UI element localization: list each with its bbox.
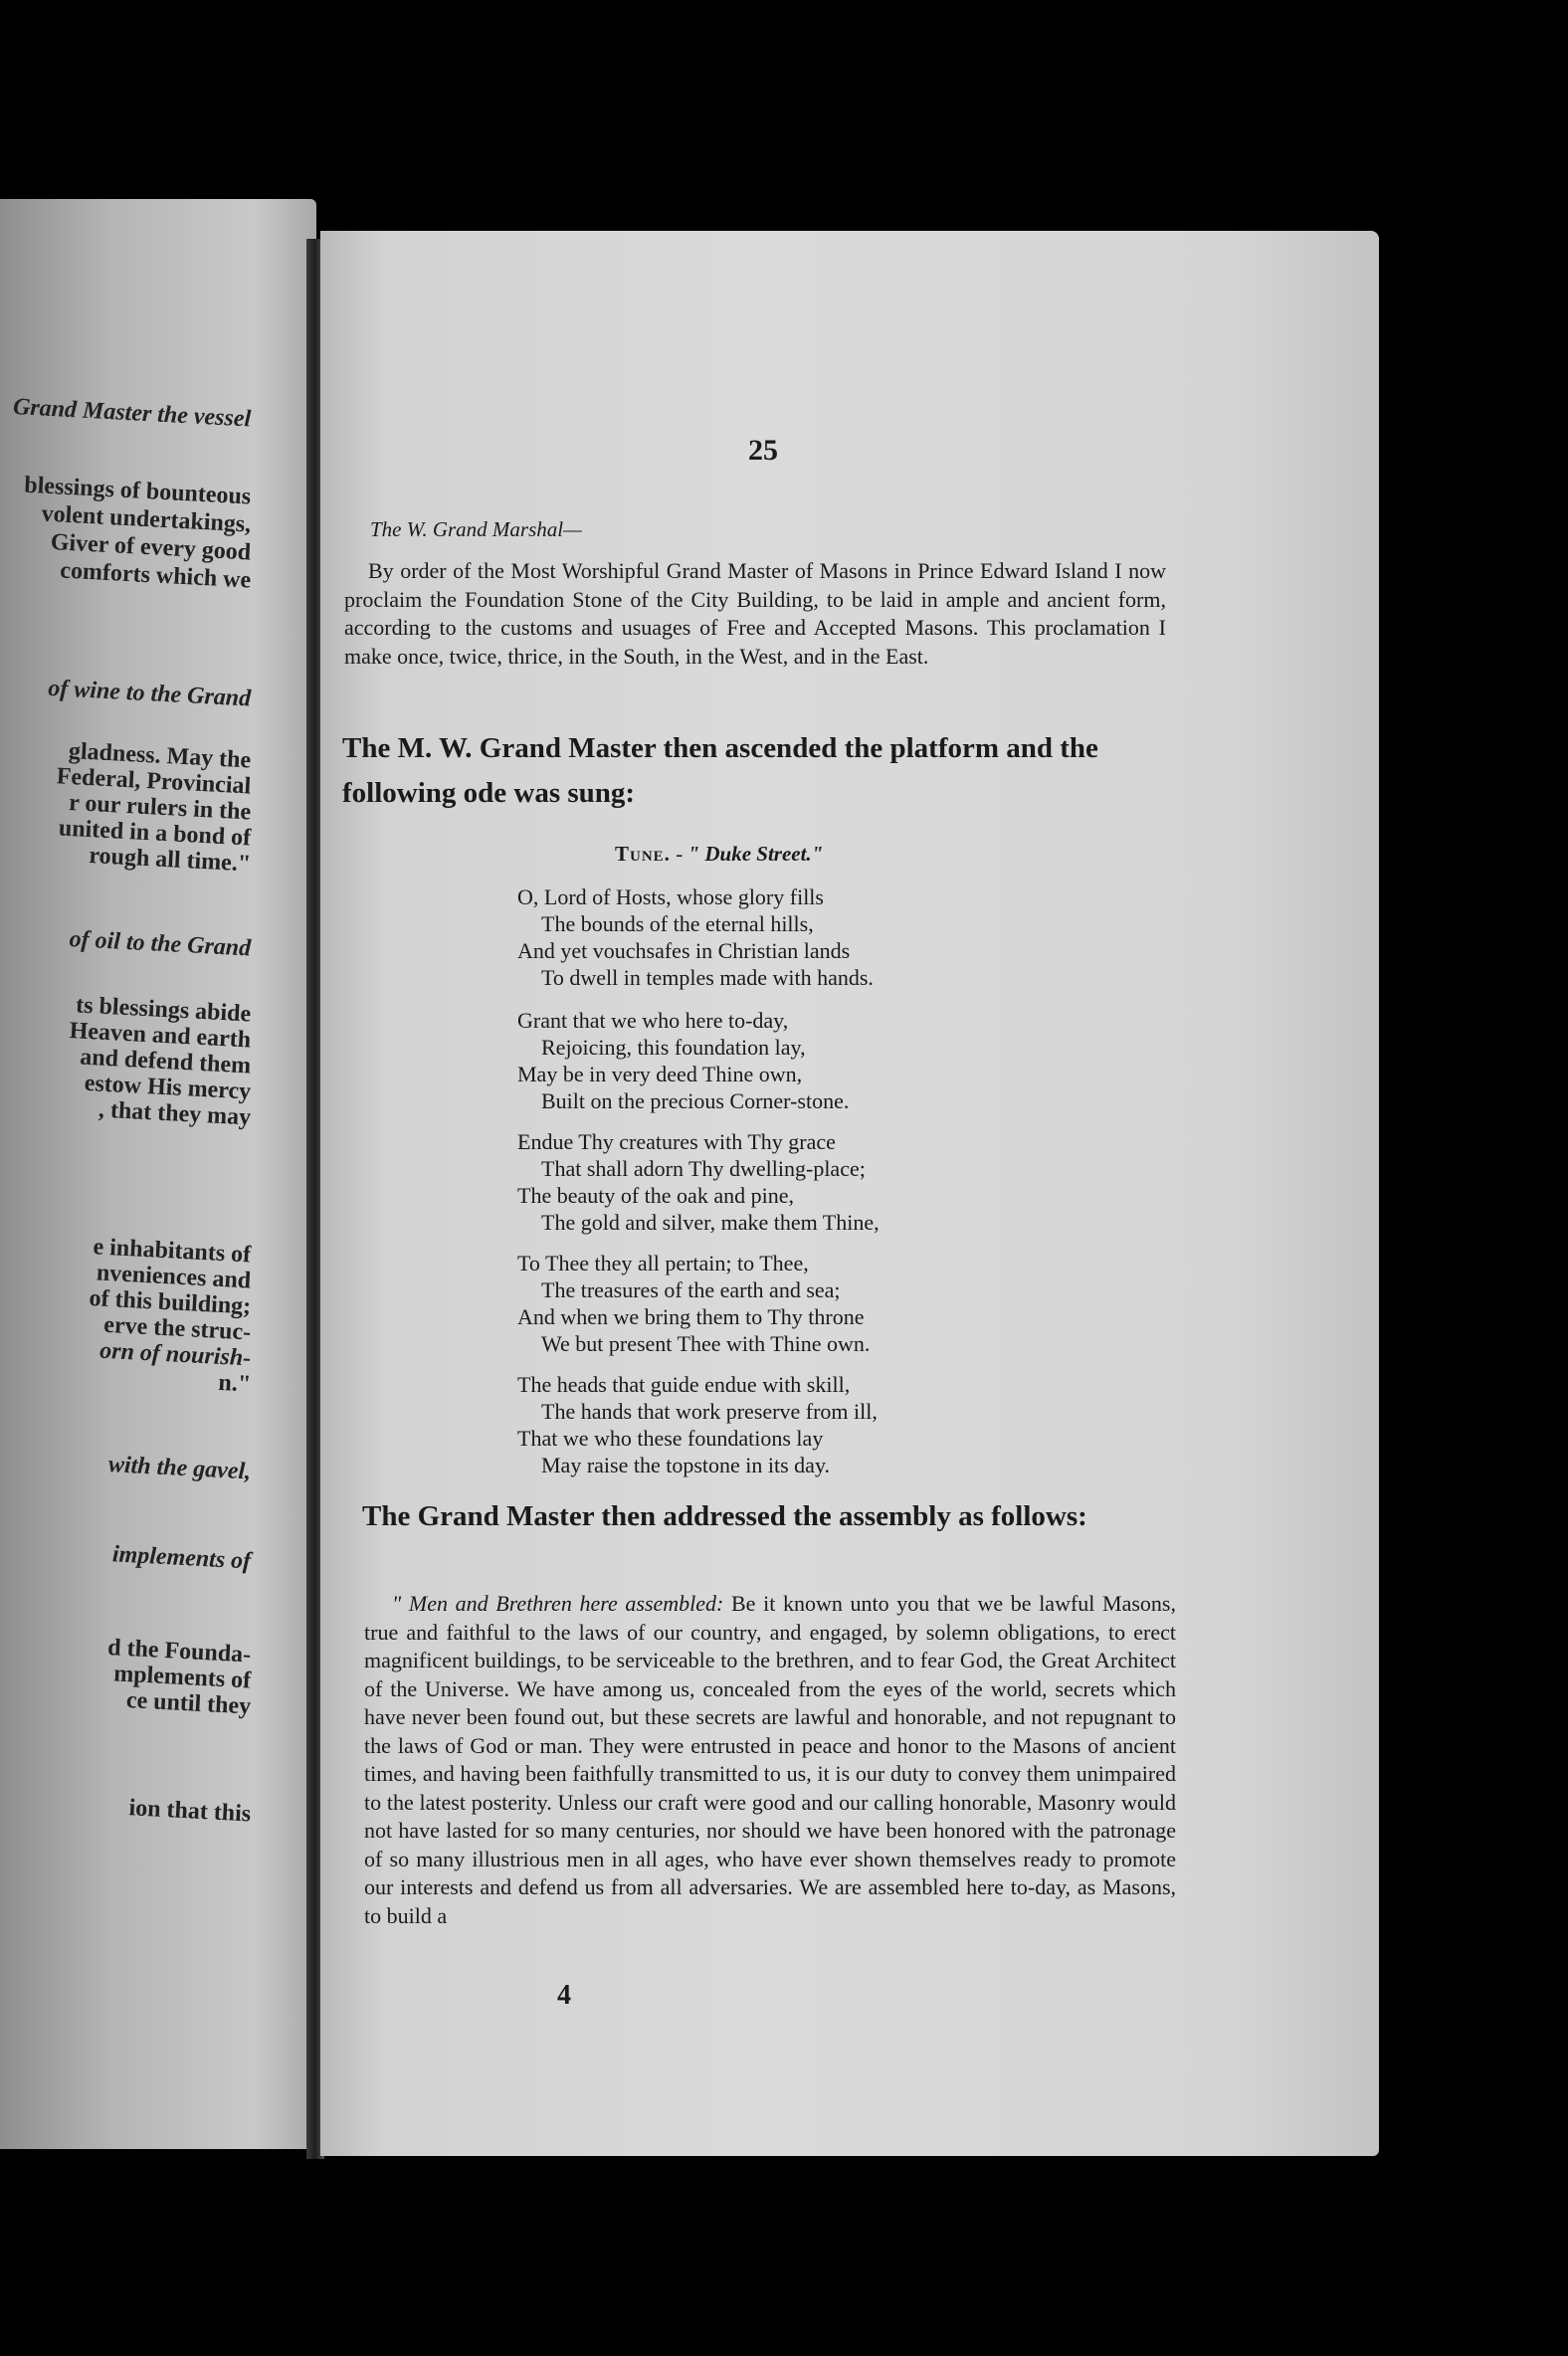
ode-line: The hands that work preserve from ill, bbox=[541, 1399, 878, 1424]
left-fragment-line: and defend them bbox=[79, 1044, 252, 1080]
ode-line: We but present Thee with Thine own. bbox=[541, 1331, 871, 1356]
tune-name: " Duke Street." bbox=[687, 842, 824, 866]
left-fragment-line: erve the struc- bbox=[102, 1311, 252, 1346]
left-fragment-line: united in a bond of bbox=[58, 815, 252, 852]
address-body: Be it known unto you that we be lawful Masons, true and faithful to the laws of our country, and engaged, by solemn obligations, to erect magnificent buildings, to be serviceable to the brethren, and to fear God, the Great Architect of the Universe. We have among us, concealed from the eyes of the world, secrets which have never been found out, but these secrets are lawful and honorable, and not repugnant to the laws of God or man. They were entrusted in peace and honor to the Masons of ancient times, and having been faithfully transmitted to us, it is our duty to convey them unimpaired to the latest posterity. Unless our craft were good and our calling honorable, Masonry would not have lasted for so many centuries, nor should we have been honored with the patronage of so many illustrious men in all ages, who have ever shown themselves ready to promote our interests and defend us from all adversaries. We are assembled here to-day, as Masons, to build a bbox=[364, 1591, 1176, 1928]
ode-line: And yet vouchsafes in Christian lands bbox=[517, 938, 851, 963]
ode-line: To dwell in temples made with hands. bbox=[541, 965, 874, 990]
left-fragment-line: Heaven and earth bbox=[69, 1018, 252, 1054]
address-paragraph bbox=[364, 1590, 1176, 1930]
left-fragment-line: implements of bbox=[111, 1541, 252, 1575]
left-fragment-line: ion that this bbox=[127, 1795, 252, 1828]
left-fragment-line: rough all time." bbox=[88, 843, 252, 878]
ode-stanza-2 bbox=[517, 1007, 849, 1114]
ode-line: Endue Thy creatures with Thy grace bbox=[517, 1129, 836, 1154]
ode-stanza-4 bbox=[517, 1250, 870, 1357]
ode-line: The gold and silver, make them Thine, bbox=[541, 1210, 880, 1235]
left-fragment-line: blessings of bounteous bbox=[23, 472, 252, 510]
left-fragment-line: with the gavel, bbox=[107, 1452, 252, 1485]
left-fragment-line: comforts which we bbox=[59, 557, 252, 594]
left-fragment-line: gladness. May the bbox=[68, 737, 252, 774]
speaker-heading: The W. Grand Marshal— bbox=[370, 517, 582, 541]
ode-stanza-3 bbox=[517, 1128, 880, 1236]
address-intro-heading: The Grand Master then addressed the assembly as follows: bbox=[362, 1500, 1087, 1532]
ode-line: The beauty of the oak and pine, bbox=[517, 1183, 794, 1208]
address-salutation: " Men and Brethren here assembled: bbox=[392, 1591, 724, 1616]
left-fragment-line: mplements of bbox=[112, 1661, 252, 1694]
left-fragment-line: orn of nourish- bbox=[98, 1337, 252, 1372]
ode-line: May be in very deed Thine own, bbox=[517, 1062, 803, 1086]
ode-line: Grant that we who here to-day, bbox=[517, 1008, 789, 1033]
tune-label: Tune. bbox=[615, 842, 671, 866]
ode-stanza-1 bbox=[517, 884, 874, 991]
ode-line: The bounds of the eternal hills, bbox=[541, 911, 814, 936]
tune-line bbox=[615, 842, 823, 867]
left-fragment-line: r our rulers in the bbox=[68, 789, 252, 826]
ode-line: That shall adorn Thy dwelling-place; bbox=[541, 1156, 866, 1181]
left-fragment-line: nveniences and bbox=[96, 1260, 252, 1294]
ode-intro-heading: The M. W. Grand Master then ascended the platform and the following ode was sung: bbox=[342, 732, 1098, 809]
ode-line: And when we bring them to Thy throne bbox=[517, 1304, 865, 1329]
left-fragment-line: n." bbox=[217, 1369, 252, 1398]
left-fragment-line: ts blessings abide bbox=[75, 992, 252, 1028]
ode-line: May raise the topstone in its day. bbox=[541, 1453, 831, 1477]
left-fragment-line: of oil to the Grand bbox=[68, 926, 252, 962]
left-fragment-line: , that they may bbox=[98, 1096, 252, 1131]
left-fragment-line: d the Founda- bbox=[106, 1635, 252, 1669]
ode-line: To Thee they all pertain; to Thee, bbox=[517, 1251, 809, 1276]
proclamation-paragraph: By order of the Most Worshipful Grand Master of Masons in Prince Edward Island I now proclaim the Foundation Stone of the City Building, to be laid in ample and ancient form, according to the customs and usuages of Free and Accepted Masons. This proclamation I make once, twice, thrice, in the South, in the West, and in the East. bbox=[344, 558, 1166, 669]
ode-stanza-5 bbox=[517, 1371, 878, 1478]
left-fragment-line: Giver of every good bbox=[50, 529, 252, 566]
ode-line: Built on the precious Corner-stone. bbox=[541, 1088, 850, 1113]
ode-line: O, Lord of Hosts, whose glory fills bbox=[517, 884, 824, 909]
ode-line: Rejoicing, this foundation lay, bbox=[541, 1035, 806, 1060]
page-number: 25 bbox=[748, 434, 778, 467]
left-fragment-line: e inhabitants of bbox=[92, 1234, 252, 1269]
left-fragment-line: ce until they bbox=[125, 1687, 252, 1720]
left-fragment-line: estow His mercy bbox=[84, 1070, 252, 1105]
tune-dash: - bbox=[676, 842, 688, 866]
signature-mark: 4 bbox=[557, 1980, 571, 2011]
left-fragment-line: Grand Master the vessel bbox=[12, 394, 252, 433]
left-fragment-line: Federal, Provincial bbox=[56, 763, 252, 800]
ode-line: The heads that guide endue with skill, bbox=[517, 1372, 851, 1397]
left-fragment-line: of wine to the Grand bbox=[47, 675, 252, 712]
left-page bbox=[0, 199, 316, 2149]
ode-line: The treasures of the earth and sea; bbox=[541, 1277, 841, 1302]
ode-line: That we who these foundations lay bbox=[517, 1426, 824, 1451]
left-fragment-line: of this building; bbox=[88, 1285, 252, 1320]
left-fragment-line: volent undertakings, bbox=[41, 500, 252, 538]
